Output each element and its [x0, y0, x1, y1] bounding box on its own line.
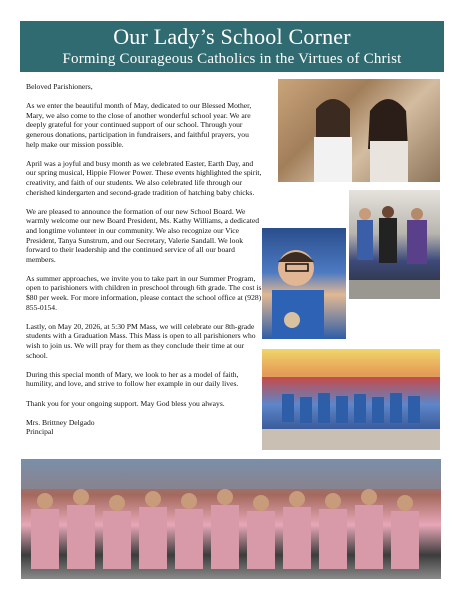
page-title: Our Lady’s School Corner [113, 24, 351, 49]
paragraph-intro: As we enter the beautiful month of May, dedicated to our Blessed Mother, Mary, we also come to the close of another wonderful school year. We are deeply grateful for your continued support of our school. Through your generous donations, participation in fundraisers, and faithful prayers, you help make our mission possible. [26, 101, 252, 149]
page-subtitle: Forming Courageous Catholics in the Virtues of Christ [62, 51, 402, 67]
signature-block [26, 418, 262, 437]
photo-class-group [262, 349, 440, 450]
letter-body [26, 82, 262, 437]
photo-students-standing [349, 190, 440, 299]
paragraph-graduation: Lastly, on May 20, 2026, at 5:30 PM Mass, we will celebrate our 8th-grade students with a Graduation Mass. This Mass is open to all parishioners who wish to join us. We will pray for them as they conclude their time at our school. [26, 321, 256, 360]
paragraph-month-of-mary: During this special month of Mary, we look to her as a model of faith, humility, and love, and strive to follow her example in our daily lives. [26, 369, 239, 389]
paragraph-school-board: We are pleased to announce the formation of our new School Board. We warmly welcome our new Board President, Ms. Kathy Williams, a dedicated and longtime volunteer in our community. We also recognize our Vice President, Tanya Sunstrum, and our Secretary, Valerie Sandall. We look forward to their leadership and the continued service of all our board members. [26, 206, 260, 264]
signature-name: Mrs. Brittney Delgado [26, 417, 95, 427]
photo-two-students [278, 79, 440, 182]
photo-student-closeup [262, 228, 346, 339]
paragraph-april: April was a joyful and busy month as we celebrated Easter, Earth Day, and our spring musical, Hippie Flower Power. These events highlighted the spirit, creativity, and faith of our students. We also celebrated life through our cherished kindergarten and second-grade tradition of hatching baby chicks. [26, 158, 262, 197]
paragraph-summer-program: As summer approaches, we invite you to take part in our Summer Program, open to parishioners with children in preschool through 6th grade. The cost is $80 per week. For more information, please contact the school office at (928) 855-0154. [26, 273, 262, 312]
photo-musical-cast [21, 459, 441, 579]
paragraph-thanks: Thank you for your ongoing support. May God bless you always. [26, 398, 225, 408]
signature-title: Principal [26, 427, 54, 437]
header-banner [20, 21, 444, 72]
salutation: Beloved Parishioners, [26, 82, 93, 91]
